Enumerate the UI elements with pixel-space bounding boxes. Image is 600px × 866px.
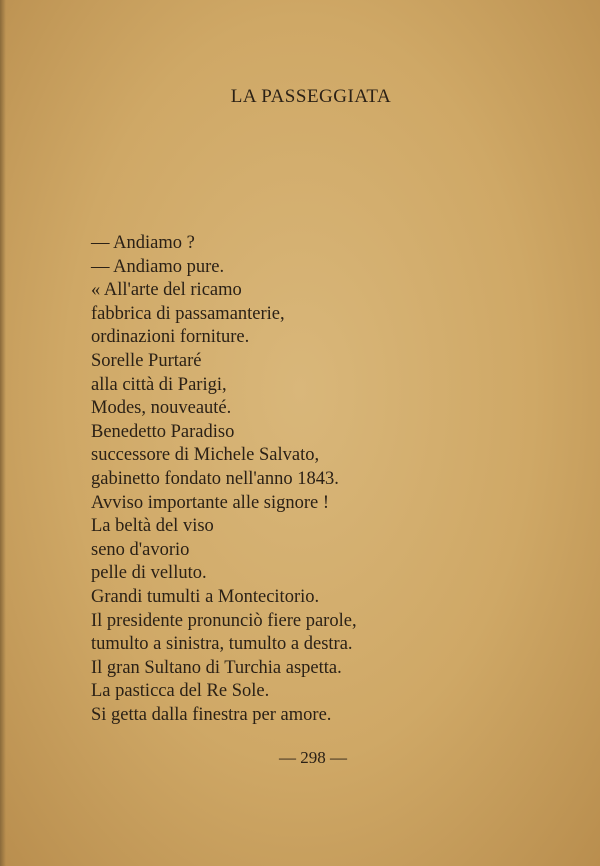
poem-line: Grandi tumulti a Montecitorio. [91,586,320,607]
poem-line: tumulto a sinistra, tumulto a destra. [91,634,353,655]
poem-line: Avviso importante alle signore ! [91,492,330,513]
poem-line: Si getta dalla finestra per amore. [91,704,332,725]
poem-line: successore di Michele Salvato, [91,445,320,466]
poem-line: Sorelle Purtaré [91,350,202,371]
page-number: — 298 — [279,748,347,767]
poem-line: ordinazioni forniture. [91,327,250,348]
poem-line: Modes, nouveauté. [91,398,232,419]
poem-line: pelle di velluto. [91,563,207,584]
poem-line: gabinetto fondato nell'anno 1843. [91,468,339,489]
poem-line: « All'arte del ricamo [91,280,242,301]
poem-line: — Andiamo pure. [91,256,225,277]
poem-line: — Andiamo ? [91,233,195,253]
poem-line: Il presidente pronunciò fiere parole, [91,610,357,631]
poem-line: seno d'avorio [91,539,190,560]
poem-line: fabbrica di passamanterie, [91,303,285,324]
poem-line: La beltà del viso [91,516,214,537]
poem-title: LA PASSEGGIATA [230,86,392,107]
poem-line: La pasticca del Re Sole. [91,681,270,702]
poem-text [91,232,357,727]
poem-line: alla città di Parigi, [91,374,227,395]
poem-line: Benedetto Paradiso [91,421,235,442]
poem-line: Il gran Sultano di Turchia aspetta. [91,657,342,678]
page-edge-shadow [0,0,6,866]
